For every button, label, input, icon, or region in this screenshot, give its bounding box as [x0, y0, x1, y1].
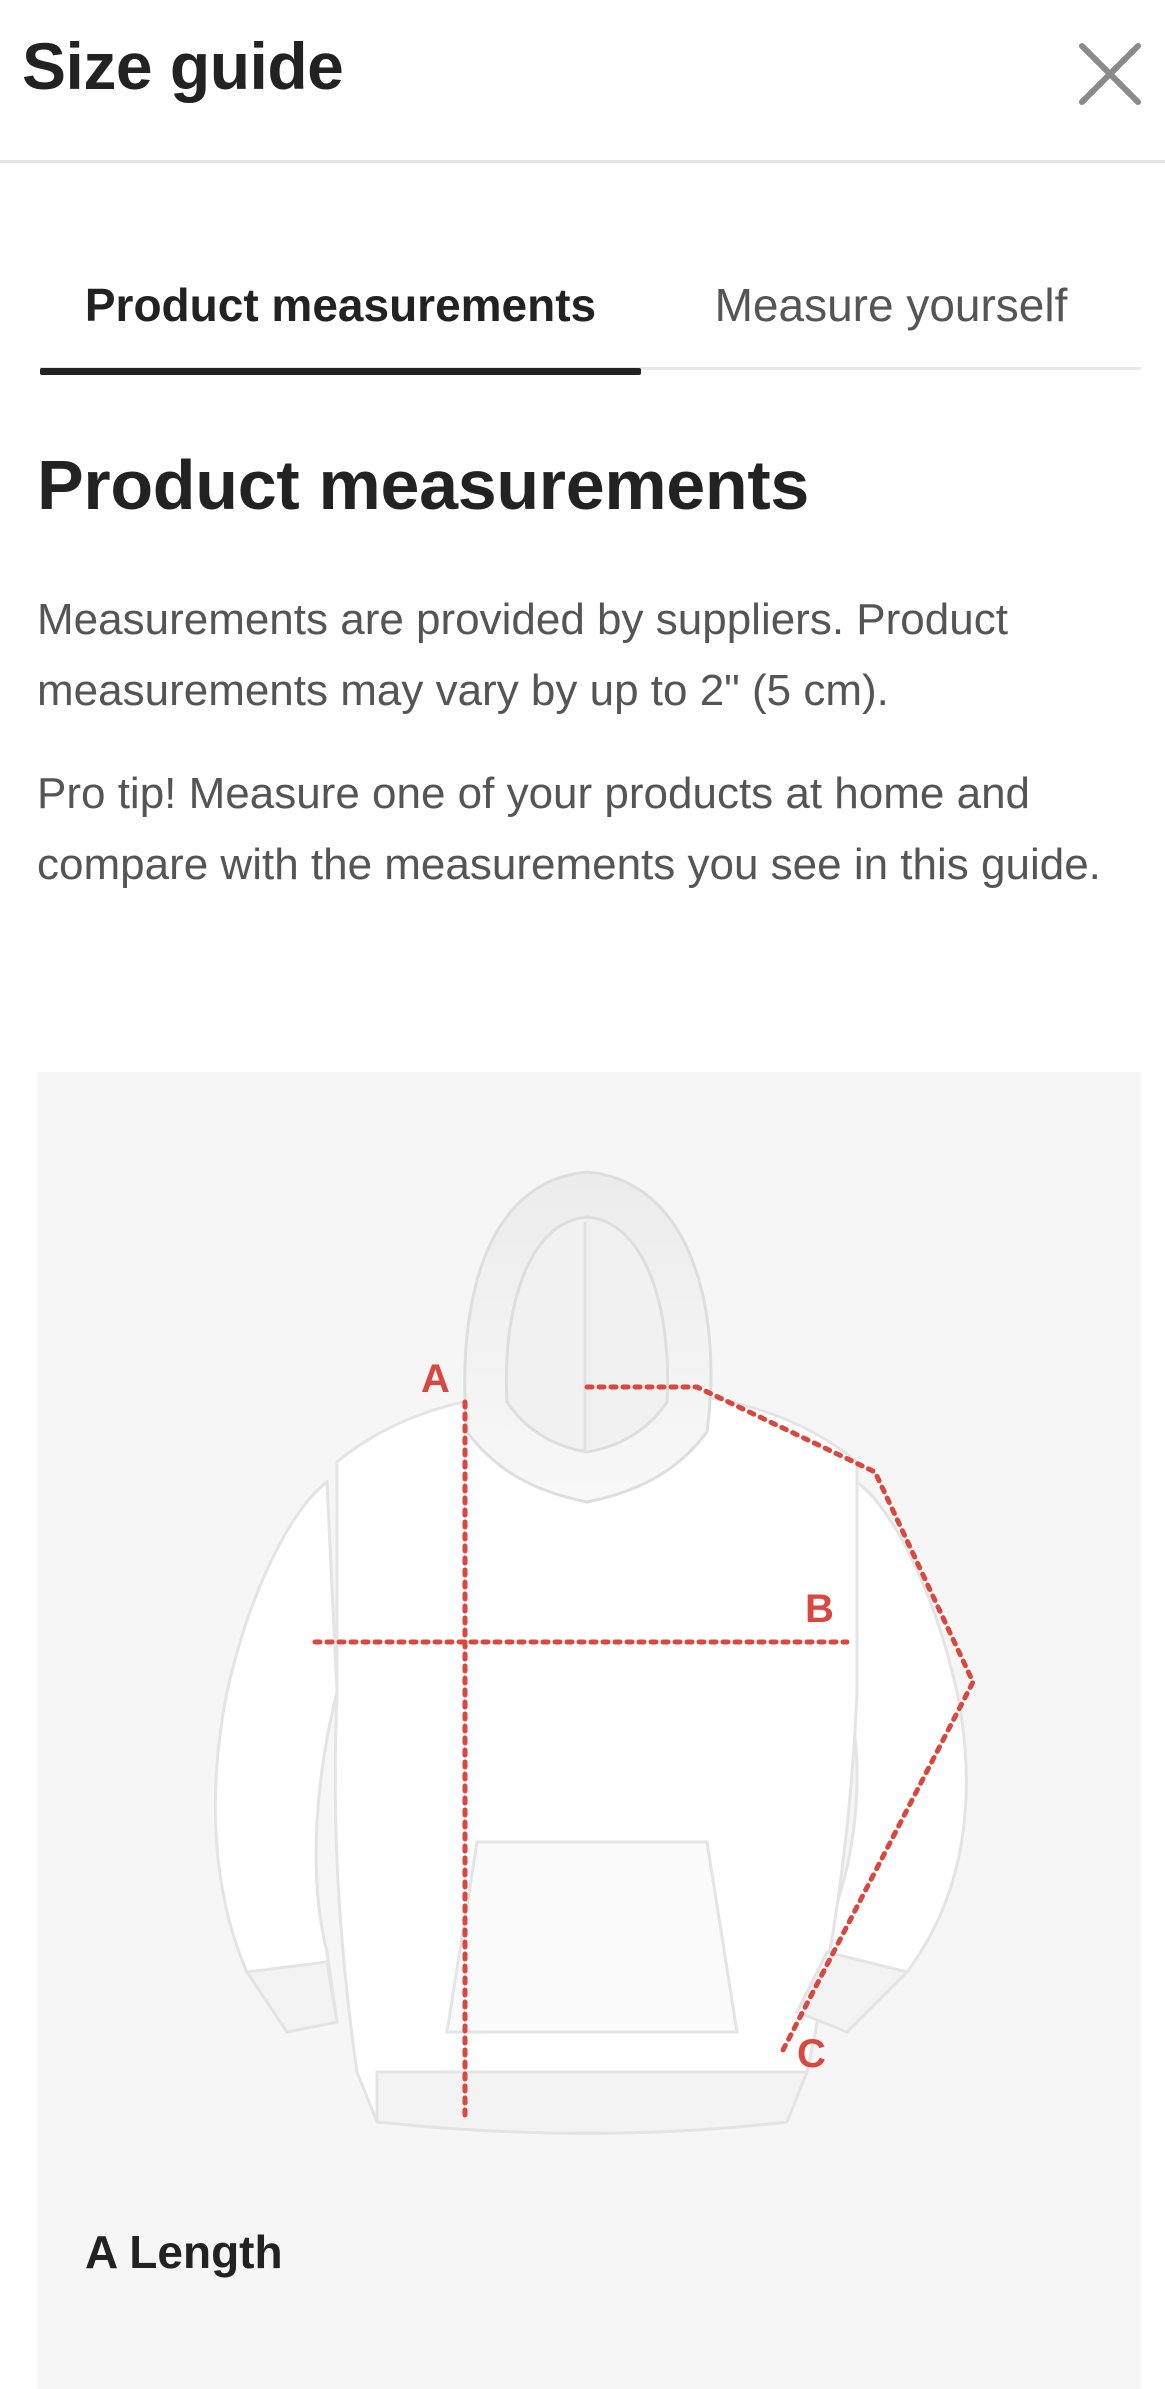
marker-a: A	[421, 1357, 450, 1401]
description-paragraph: Measurements are provided by suppliers. Product measurements may vary by up to 2" (5 cm).	[37, 595, 1008, 715]
close-button[interactable]	[1060, 30, 1144, 114]
tab-measure-yourself[interactable]: Measure yourself	[714, 279, 1068, 331]
pro-tip-paragraph: Pro tip! Measure one of your products at home and compare with the measurements you see in this guide.	[37, 769, 1101, 889]
modal-title: Size guide	[22, 29, 344, 103]
close-icon	[1060, 30, 1144, 114]
hoodie-illustration	[215, 1392, 966, 2133]
modal-header	[0, 0, 1165, 163]
hoodie-diagram	[37, 1072, 1141, 2212]
measurement-label-a-length: A Length	[85, 2226, 283, 2278]
hood-illustration	[465, 1172, 711, 1502]
section-title: Product measurements	[37, 446, 810, 524]
marker-b: B	[805, 1587, 834, 1631]
measurement-diagram-panel	[37, 1072, 1141, 2389]
marker-c: C	[797, 2032, 826, 2076]
tab-product-measurements[interactable]: Product measurements	[40, 240, 641, 370]
tab-bar	[40, 240, 1141, 370]
